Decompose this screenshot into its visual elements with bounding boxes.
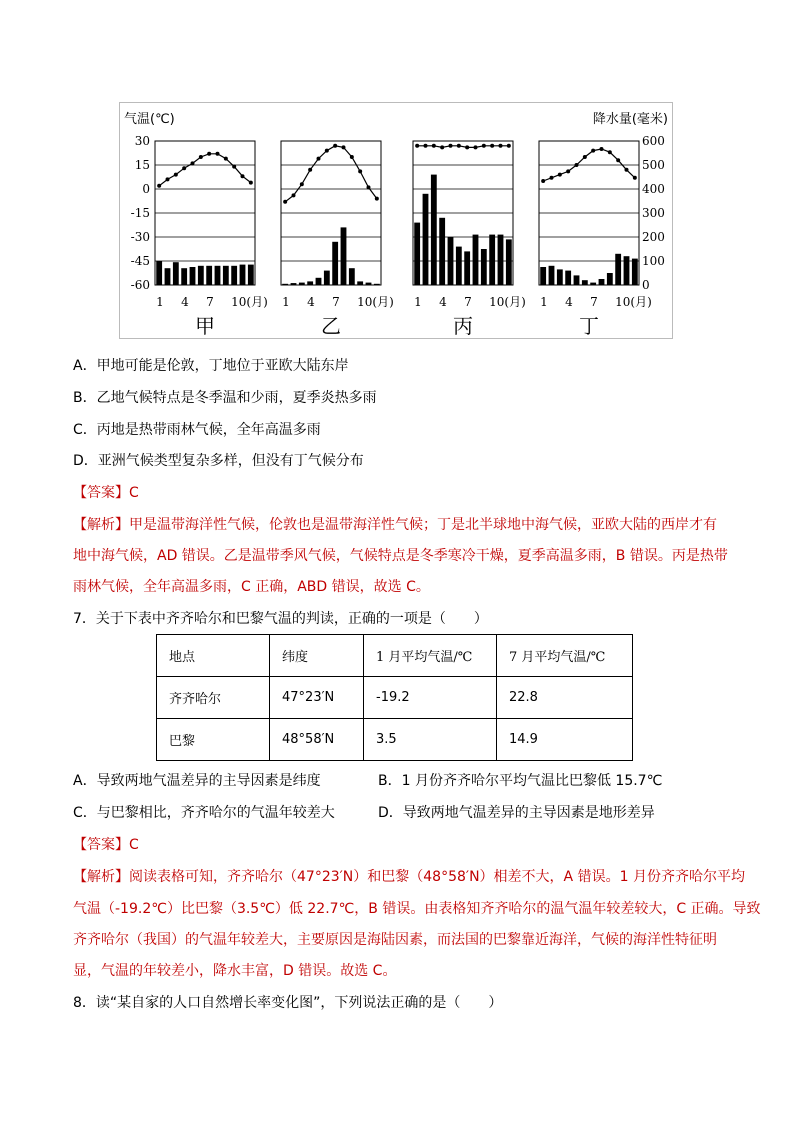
y-left-tick-label: -60	[130, 278, 150, 292]
climate-panel	[413, 141, 526, 338]
temp-point	[482, 144, 486, 148]
precip-bar	[549, 266, 555, 285]
q7-answer	[73, 835, 139, 855]
temp-point	[474, 145, 478, 149]
temp-point	[499, 144, 503, 148]
table-header-cell: 7 月平均气温/℃	[497, 635, 633, 677]
temp-point	[449, 144, 453, 148]
precip-bar	[349, 268, 355, 285]
precip-bar	[624, 256, 630, 285]
q7-analysis-line-4: 显，气温的年较差小，降水丰富，D 错误。故选 C。	[73, 963, 397, 979]
q6-answer	[73, 483, 139, 503]
temp-point	[308, 168, 312, 172]
precip-bar	[540, 267, 546, 285]
table-row	[157, 719, 633, 761]
temp-point	[216, 152, 220, 156]
q6-option-b: B．乙地气候特点是冬季温和少雨，夏季炎热多雨	[73, 390, 377, 406]
temp-line	[417, 146, 509, 148]
panel-name-label: 丙	[453, 314, 473, 338]
y-left-title: 气温(℃)	[124, 112, 175, 127]
q7-analysis-line-3: 齐齐哈尔（我国）的气温年较差大，主要原因是海陆因素，而法国的巴黎靠近海洋，气候的海洋性特征明	[73, 932, 717, 948]
precip-bar	[215, 266, 221, 285]
temp-point	[199, 155, 203, 159]
temp-point	[367, 185, 371, 189]
temp-point	[333, 144, 337, 148]
temp-point	[241, 174, 245, 178]
temp-point	[283, 200, 287, 204]
precip-bar	[248, 265, 254, 285]
precip-bar	[473, 235, 479, 285]
y-left-tick-label: -15	[130, 206, 150, 220]
temp-point	[174, 173, 178, 177]
temp-point	[207, 152, 211, 156]
x-tick-label: 4	[565, 295, 573, 309]
precip-bar	[431, 175, 437, 285]
x-tick-label: 10(月)	[489, 295, 526, 309]
precip-bar	[565, 271, 571, 285]
precip-bar	[590, 283, 596, 285]
q8-stem: 8．读“某自家的人口自然增长率变化图”，下列说法正确的是（ ）	[73, 995, 503, 1011]
table-header-row	[157, 635, 633, 677]
temp-point	[424, 144, 428, 148]
table-cell: -19.2	[364, 677, 497, 719]
precip-bar	[341, 227, 347, 285]
precip-bar	[414, 223, 420, 285]
q6-option-c: C．丙地是热带雨林气候，全年高温多雨	[73, 422, 321, 438]
temp-point	[457, 144, 461, 148]
precip-bar	[607, 273, 613, 285]
temp-point	[600, 147, 604, 151]
table-header-cell: 1 月平均气温/℃	[364, 635, 497, 677]
y-left-tick-label: 15	[134, 158, 150, 172]
temp-line	[285, 146, 377, 202]
table-cell: 47°23′N	[270, 677, 364, 719]
table-row	[157, 677, 633, 719]
temp-point	[157, 184, 161, 188]
temp-point	[616, 158, 620, 162]
climate-chart-figure	[119, 102, 673, 339]
climate-panel	[539, 141, 652, 338]
temp-point	[325, 149, 329, 153]
temp-point	[550, 176, 554, 180]
answer-value: C	[129, 837, 139, 853]
temp-point	[591, 149, 595, 153]
answer-value: C	[129, 485, 139, 501]
temp-point	[232, 165, 236, 169]
temp-point	[415, 144, 419, 148]
x-tick-label: 7	[332, 295, 340, 309]
precip-bar	[240, 265, 246, 285]
precip-bar	[307, 281, 313, 285]
x-tick-label: 7	[206, 295, 214, 309]
y-right-title: 降水量(毫米)	[592, 112, 668, 127]
q7-analysis-line-1	[73, 867, 745, 887]
climate-panel	[155, 141, 268, 338]
analysis-text: 甲是温带海洋性气候，伦敦也是温带海洋性气候；丁是北半球地中海气候，亚欧大陆的西岸才有	[129, 517, 717, 533]
precip-bar	[599, 279, 605, 285]
temp-point	[558, 173, 562, 177]
precip-bar	[615, 254, 621, 285]
y-right-tick-label: 300	[642, 206, 665, 220]
y-right-tick-label: 500	[642, 158, 665, 172]
x-tick-label: 1	[282, 295, 290, 309]
q7-option-a: A．导致两地气温差异的主导因素是纬度	[73, 773, 321, 789]
precip-bar	[557, 269, 563, 285]
precip-bar	[206, 266, 212, 285]
temp-line	[159, 154, 251, 186]
table-header-cell: 地点	[157, 635, 270, 677]
table-header-cell: 纬度	[270, 635, 364, 677]
temp-point	[224, 157, 228, 161]
analysis-tag: 【解析】	[73, 869, 129, 885]
x-tick-label: 1	[156, 295, 164, 309]
answer-tag: 【答案】	[73, 485, 129, 501]
temp-point	[541, 179, 545, 183]
q6-option-d: D．亚洲气候类型复杂多样，但没有丁气候分布	[73, 453, 364, 469]
climate-chart-svg	[120, 103, 672, 338]
precip-bar	[231, 266, 237, 285]
precip-bar	[582, 280, 588, 285]
precip-bar	[156, 261, 162, 285]
q7-option-b: B．1 月份齐齐哈尔平均气温比巴黎低 15.7℃	[378, 773, 663, 789]
temp-point	[608, 150, 612, 154]
climate-panel	[281, 141, 394, 338]
precip-bar	[456, 247, 462, 285]
q7-option-c: C．与巴黎相比，齐齐哈尔的气温年较差大	[73, 805, 335, 821]
q6-option-a: A．甲地可能是伦敦，丁地位于亚欧大陆东岸	[73, 358, 349, 374]
table-cell: 14.9	[497, 719, 633, 761]
table-cell: 巴黎	[157, 719, 270, 761]
precip-bar	[366, 283, 372, 285]
panel-name-label: 甲	[195, 314, 215, 338]
y-right-tick-label: 400	[642, 182, 665, 196]
temp-point	[292, 193, 296, 197]
precip-bar	[181, 268, 187, 285]
precip-bar	[374, 284, 380, 285]
precip-bar	[464, 251, 470, 285]
q7-stem: 7．关于下表中齐齐哈尔和巴黎气温的判读，正确的一项是（ ）	[73, 611, 488, 627]
y-left-tick-label: -45	[130, 254, 150, 268]
temp-point	[375, 197, 379, 201]
precip-bar	[481, 249, 487, 285]
answer-tag: 【答案】	[73, 837, 129, 853]
temp-point	[350, 155, 354, 159]
y-right-ticks	[642, 134, 665, 292]
temp-point	[465, 145, 469, 149]
temp-point	[507, 144, 511, 148]
precip-bar	[324, 271, 330, 285]
x-tick-label: 4	[439, 295, 447, 309]
x-tick-label: 1	[414, 295, 422, 309]
temp-point	[300, 182, 304, 186]
precip-bar	[489, 235, 495, 285]
temp-point	[166, 177, 170, 181]
q6-analysis-line-2: 地中海气候，AD 错误。乙是温带季风气候，气候特点是冬季寒冷干燥，夏季高温多雨，B 错误。丙是热带	[73, 548, 728, 564]
x-tick-label: 10(月)	[231, 295, 268, 309]
precip-bar	[439, 218, 445, 285]
temp-point	[633, 176, 637, 180]
latitude-temperature-table	[156, 634, 633, 761]
precip-bar	[223, 266, 229, 285]
q6-analysis-line-1	[73, 515, 717, 535]
temp-point	[440, 145, 444, 149]
precip-bar	[291, 283, 297, 285]
precip-bar	[282, 284, 288, 285]
y-left-tick-label: 0	[142, 182, 150, 196]
precip-bar	[632, 259, 638, 285]
x-tick-label: 1	[540, 295, 548, 309]
q6-analysis-line-3: 雨林气候，全年高温多雨，C 正确，ABD 错误，故选 C。	[73, 579, 430, 595]
temp-point	[432, 144, 436, 148]
climate-panels	[155, 141, 652, 338]
table-cell: 48°58′N	[270, 719, 364, 761]
y-right-tick-label: 200	[642, 230, 665, 244]
y-right-tick-label: 0	[642, 278, 650, 292]
precip-bar	[299, 283, 305, 285]
temp-point	[182, 166, 186, 170]
analysis-text: 阅读表格可知，齐齐哈尔（47°23′N）和巴黎（48°58′N）相差不大，A 错误。1 月份齐齐哈尔平均	[129, 869, 745, 885]
x-tick-label: 10(月)	[357, 295, 394, 309]
precip-bar	[423, 194, 429, 285]
precip-bar	[448, 237, 454, 285]
y-right-tick-label: 100	[642, 254, 665, 268]
precip-bar	[173, 262, 179, 285]
q7-analysis-line-2: 气温（-19.2℃）比巴黎（3.5℃）低 22.7℃，B 错误。由表格知齐齐哈尔的温气温年较差较大，C 正确。导致	[73, 901, 761, 917]
precip-bar	[506, 239, 512, 285]
temp-point	[583, 155, 587, 159]
x-tick-label: 7	[590, 295, 598, 309]
panel-name-label: 乙	[321, 314, 341, 338]
x-tick-label: 7	[464, 295, 472, 309]
precip-bar	[190, 267, 196, 285]
y-left-tick-label: -30	[130, 230, 150, 244]
panel-name-label: 丁	[579, 314, 599, 338]
table-cell: 齐齐哈尔	[157, 677, 270, 719]
precip-bar	[357, 281, 363, 285]
temp-point	[490, 144, 494, 148]
temp-point	[358, 169, 362, 173]
precip-bar	[316, 278, 322, 285]
precip-bar	[165, 268, 171, 285]
analysis-tag: 【解析】	[73, 517, 129, 533]
temp-point	[191, 161, 195, 165]
x-tick-label: 10(月)	[615, 295, 652, 309]
x-tick-label: 4	[181, 295, 189, 309]
temp-point	[249, 181, 253, 185]
precip-bar	[332, 242, 338, 285]
precip-bar	[498, 235, 504, 285]
table-cell: 3.5	[364, 719, 497, 761]
y-left-tick-label: 30	[134, 134, 150, 148]
temp-point	[342, 145, 346, 149]
temp-point	[575, 163, 579, 167]
table-cell: 22.8	[497, 677, 633, 719]
q7-option-d: D．导致两地气温差异的主导因素是地形差异	[378, 805, 655, 821]
temp-point	[625, 168, 629, 172]
x-tick-label: 4	[307, 295, 315, 309]
precip-bar	[198, 266, 204, 285]
precip-bar	[574, 275, 580, 285]
y-left-ticks	[131, 134, 150, 292]
y-right-tick-label: 600	[642, 134, 665, 148]
temp-point	[566, 169, 570, 173]
temp-point	[317, 157, 321, 161]
